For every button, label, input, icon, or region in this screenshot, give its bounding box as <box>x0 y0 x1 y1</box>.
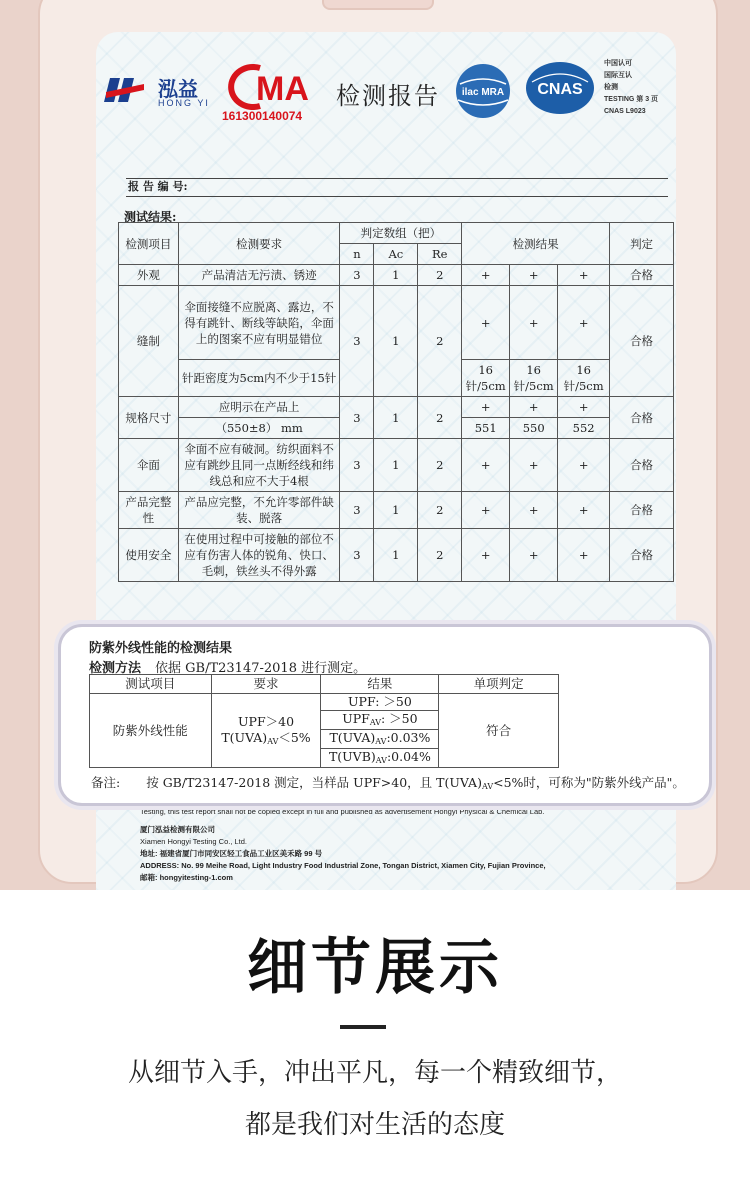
table-row <box>119 265 674 286</box>
cell-n: 3 <box>340 492 374 529</box>
cell-judge: 符合 <box>439 694 559 768</box>
cell-result: 16针/5cm <box>462 360 510 397</box>
cell-result <box>321 694 439 768</box>
cell-item: 防紫外线性能 <box>90 694 212 768</box>
cell-result: + <box>558 492 610 529</box>
cell-ac: 1 <box>374 529 418 582</box>
cnas-icon <box>524 60 596 116</box>
cell-result: + <box>462 439 510 492</box>
results-table <box>118 222 674 582</box>
result-line: $T(UVB)_{AV}:0.04\%$ <box>328 749 431 765</box>
cell-n: 3 <box>340 529 374 582</box>
header-cell: 检测项目 <box>119 223 179 265</box>
cell-result: + <box>462 529 510 582</box>
cell-req: （550±8） mm <box>178 418 340 439</box>
divider <box>126 196 668 197</box>
cell-n: 3 <box>340 265 374 286</box>
result-line: $T(UVA)_{AV}:0.03\%$ <box>321 730 438 749</box>
cell-req: 产品清洁无污渍、锈迹 <box>178 265 340 286</box>
report-title: 检测报告 <box>336 82 440 110</box>
footer-line: Testing, this test report shall not be copied except in full and published as advertisement Hongyi Physical & Chemical Lab. <box>140 807 545 816</box>
header-cell: Ac <box>374 244 418 265</box>
uv-method-label: 检测方法 <box>89 661 142 676</box>
cell-judge: 合格 <box>610 492 674 529</box>
table-row <box>119 492 674 529</box>
cell-ac: 1 <box>374 397 418 439</box>
cell-item: 规格尺寸 <box>119 397 179 439</box>
cell-re: 2 <box>418 397 462 439</box>
table-row <box>119 286 674 360</box>
header-cell: 判定数组（把） <box>340 223 462 244</box>
table-row <box>119 397 674 418</box>
footer-line: 厦门泓益检测有限公司 <box>140 825 215 834</box>
cell-result: + <box>462 286 510 360</box>
header-cell: Re <box>418 244 462 265</box>
cell-re: 2 <box>418 439 462 492</box>
table-row <box>119 529 674 582</box>
accreditation-line: TESTING 第 3 页 <box>604 96 659 103</box>
cell-result: + <box>558 439 610 492</box>
header-cell: 单项判定 <box>439 675 559 694</box>
uv-result-callout <box>58 624 712 806</box>
uv-table <box>89 674 559 768</box>
uv-note: 备注: 按 GB/T23147-2018 测定，当样品 UPF>40，且 $T(UVA)_{AV}<5\%$时，可称为"防紫外线产品"。 <box>91 775 685 791</box>
cell-item: 产品完整性 <box>119 492 179 529</box>
cell-result: + <box>510 439 558 492</box>
cell-n: 3 <box>340 397 374 439</box>
accreditation-text <box>604 58 658 118</box>
accreditation-line: 检测 <box>604 84 618 91</box>
accreditation-line: CNAS L9023 <box>604 108 646 115</box>
report-footer <box>140 794 546 884</box>
cell-re: 2 <box>418 286 462 397</box>
cell-result: + <box>462 492 510 529</box>
hongyi-logo-icon <box>104 74 148 106</box>
cell-result: + <box>558 397 610 418</box>
ilac-mra-icon <box>454 62 512 120</box>
cell-result: + <box>462 397 510 418</box>
header-cell: 结果 <box>321 675 439 694</box>
footer-line: 邮箱: hongyitesting-1.com <box>140 873 233 882</box>
table-header-row <box>119 223 674 244</box>
table-row <box>119 439 674 492</box>
title-underline <box>340 1025 386 1029</box>
cell-re: 2 <box>418 492 462 529</box>
cnas-text: CNAS <box>537 81 583 98</box>
tagline-line-1: 从细节入手，冲出平凡，每一个精致细节， <box>127 1058 622 1088</box>
cell-item: 缝制 <box>119 286 179 397</box>
cell-ac: 1 <box>374 265 418 286</box>
cell-judge: 合格 <box>610 529 674 582</box>
uv-title: 防紫外线性能的检测结果 <box>89 641 233 656</box>
header-cell: 测试项目 <box>90 675 212 694</box>
divider <box>126 178 668 179</box>
cell-result: + <box>558 529 610 582</box>
ilac-text: ilac MRA <box>461 87 505 98</box>
cell-result: 552 <box>558 418 610 439</box>
cell-n: 3 <box>340 286 374 397</box>
cell-judge: 合格 <box>610 397 674 439</box>
req-line: UPF＞40 <box>238 713 295 729</box>
cell-result: + <box>462 265 510 286</box>
cell-ac: 1 <box>374 492 418 529</box>
cma-number: 161300140074 <box>222 109 303 123</box>
cell-n: 3 <box>340 439 374 492</box>
cell-result: + <box>510 265 558 286</box>
cell-result: 16针/5cm <box>558 360 610 397</box>
section-title: 细节展示 <box>247 933 503 1003</box>
cell-re: 2 <box>418 529 462 582</box>
footer-line: 地址: 福建省厦门市同安区轻工食品工业区美禾路 99 号 <box>140 849 323 858</box>
brand-name-cn: 泓益 <box>158 79 198 101</box>
cell-result: + <box>510 286 558 360</box>
cell-ac: 1 <box>374 286 418 397</box>
cell-result: 551 <box>462 418 510 439</box>
cell-judge: 合格 <box>610 286 674 397</box>
cell-req: 伞面接缝不应脱离、露边，不得有跳针、断线等缺陷，伞面上的图案不应有明显错位 <box>178 286 340 360</box>
cell-req: 针距密度为5cm内不少于15针 <box>178 360 340 397</box>
results-title: 测试结果: <box>124 210 177 224</box>
frame-tab <box>322 0 434 10</box>
cell-result: + <box>558 265 610 286</box>
header-cell: n <box>340 244 374 265</box>
tagline-line-2: 都是我们对生活的态度 <box>244 1110 505 1140</box>
report-number-label: 报 告 编 号: <box>128 180 188 193</box>
result-line: UPF: ＞50 <box>321 694 438 711</box>
cell-result: + <box>510 529 558 582</box>
cell-result: + <box>558 286 610 360</box>
result-line: $UPF_{AV}$: ＞50 <box>321 711 438 730</box>
cma-text: MA <box>256 70 309 108</box>
brand-name-en: HONG YI <box>158 98 210 108</box>
table-row <box>90 694 559 768</box>
cell-item: 使用安全 <box>119 529 179 582</box>
cell-item: 伞面 <box>119 439 179 492</box>
cell-req <box>211 694 321 768</box>
header-cell: 判定 <box>610 223 674 265</box>
cell-req: 应明示在产品上 <box>178 397 340 418</box>
cell-result: + <box>510 397 558 418</box>
header-cell: 检测要求 <box>178 223 340 265</box>
cell-req: 产品应完整，不允许零部件缺装、脱落 <box>178 492 340 529</box>
cell-result: 16针/5cm <box>510 360 558 397</box>
footer-line: Xiamen Hongyi Testing Co., Ltd. <box>140 837 248 846</box>
accreditation-line: 中国认可 <box>604 60 632 67</box>
accreditation-line: 国际互认 <box>604 72 632 79</box>
header-cell: 要求 <box>211 675 321 694</box>
req-line: $T(UVA)_{AV}<5\%$ <box>221 729 311 746</box>
cell-judge: 合格 <box>610 439 674 492</box>
table-header-row <box>90 675 559 694</box>
uv-method-text: 依据 GB/T23147-2018 进行测定。 <box>155 661 367 676</box>
footer-line: ADDRESS: No. 99 Meihe Road, Light Industry Food Industrial Zone, Tongan District, Xiamen City, Fujian Province, <box>140 861 546 870</box>
header-cell: 检测结果 <box>462 223 610 265</box>
cell-item: 外观 <box>119 265 179 286</box>
cell-re: 2 <box>418 265 462 286</box>
cell-req: 在使用过程中可接触的部位不应有伤害人体的锐角、快口、毛刺，铁丝头不得外露 <box>178 529 340 582</box>
cell-req: 伞面不应有破洞。纺织面料不应有跳纱且同一点断经线和纬线总和应不大于4根 <box>178 439 340 492</box>
cell-result: + <box>510 492 558 529</box>
cell-ac: 1 <box>374 439 418 492</box>
cell-result: 550 <box>510 418 558 439</box>
cell-judge: 合格 <box>610 265 674 286</box>
cma-seal-icon <box>220 64 324 110</box>
